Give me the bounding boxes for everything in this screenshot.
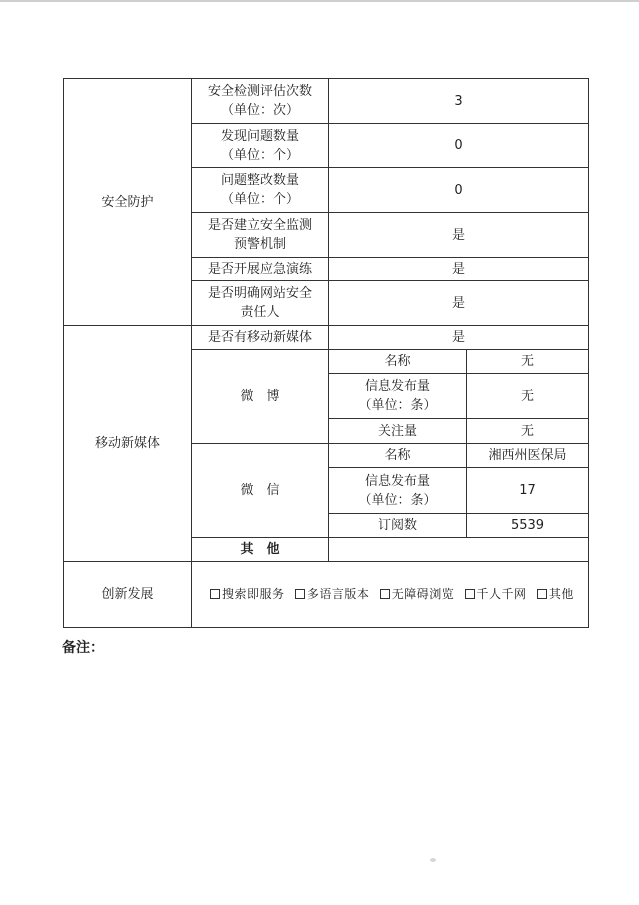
weibo-label: 微 博 xyxy=(192,350,329,444)
option-other[interactable]: 其他 xyxy=(537,587,574,601)
weibo-posts-value: 无 xyxy=(467,374,589,419)
checkbox-icon xyxy=(537,589,547,599)
report-table xyxy=(63,78,589,628)
weibo-name-value: 无 xyxy=(467,350,589,374)
checkbox-icon xyxy=(210,589,220,599)
wechat-subscribers-value: 5539 xyxy=(467,514,589,538)
wechat-label: 微 信 xyxy=(192,444,329,538)
wechat-name-value: 湘西州医保局 xyxy=(467,444,589,468)
security-checks-value: 3 xyxy=(329,79,589,124)
security-found-value: 0 xyxy=(329,124,589,168)
weibo-followers-value: 无 xyxy=(467,419,589,444)
mobile-has-label: 是否有移动新媒体 xyxy=(192,326,329,350)
option-personalized[interactable]: 千人千网 xyxy=(465,587,527,601)
checkbox-icon xyxy=(295,589,305,599)
security-found-label: 发现问题数量 （单位：个） xyxy=(192,124,329,168)
mobile-row-has xyxy=(64,326,589,350)
wechat-name-label: 名称 xyxy=(329,444,467,468)
innovation-options xyxy=(192,562,589,628)
other-label: 其 他 xyxy=(192,538,329,562)
option-accessibility[interactable]: 无障碍浏览 xyxy=(380,587,455,601)
option-multilingual[interactable]: 多语言版本 xyxy=(295,587,370,601)
security-section-label: 安全防护 xyxy=(64,79,192,326)
remark-label: 备注： xyxy=(62,640,104,656)
scan-speck xyxy=(430,858,436,862)
wechat-posts-label: 信息发布量 （单位：条） xyxy=(329,468,467,514)
wechat-subscribers-label: 订阅数 xyxy=(329,514,467,538)
security-fixed-value: 0 xyxy=(329,168,589,213)
option-search-service[interactable]: 搜索即服务 xyxy=(210,587,285,601)
security-monitor-label: 是否建立安全监测 预警机制 xyxy=(192,213,329,258)
weibo-name-label: 名称 xyxy=(329,350,467,374)
weibo-posts-label: 信息发布量 （单位：条） xyxy=(329,374,467,419)
security-owner-value: 是 xyxy=(329,281,589,326)
checkbox-icon xyxy=(380,589,390,599)
security-row-checks xyxy=(64,79,589,124)
security-fixed-label: 问题整改数量 （单位：个） xyxy=(192,168,329,213)
wechat-posts-value: 17 xyxy=(467,468,589,514)
security-drill-label: 是否开展应急演练 xyxy=(192,258,329,281)
other-value xyxy=(329,538,589,562)
checkbox-icon xyxy=(465,589,475,599)
innovation-row xyxy=(64,562,589,628)
weibo-followers-label: 关注量 xyxy=(329,419,467,444)
security-monitor-value: 是 xyxy=(329,213,589,258)
page-top-border xyxy=(0,0,639,2)
security-checks-label: 安全检测评估次数 （单位：次） xyxy=(192,79,329,124)
security-drill-value: 是 xyxy=(329,258,589,281)
innovation-section-label: 创新发展 xyxy=(64,562,192,628)
mobile-has-value: 是 xyxy=(329,326,589,350)
security-owner-label: 是否明确网站安全 责任人 xyxy=(192,281,329,326)
mobile-section-label: 移动新媒体 xyxy=(64,326,192,562)
